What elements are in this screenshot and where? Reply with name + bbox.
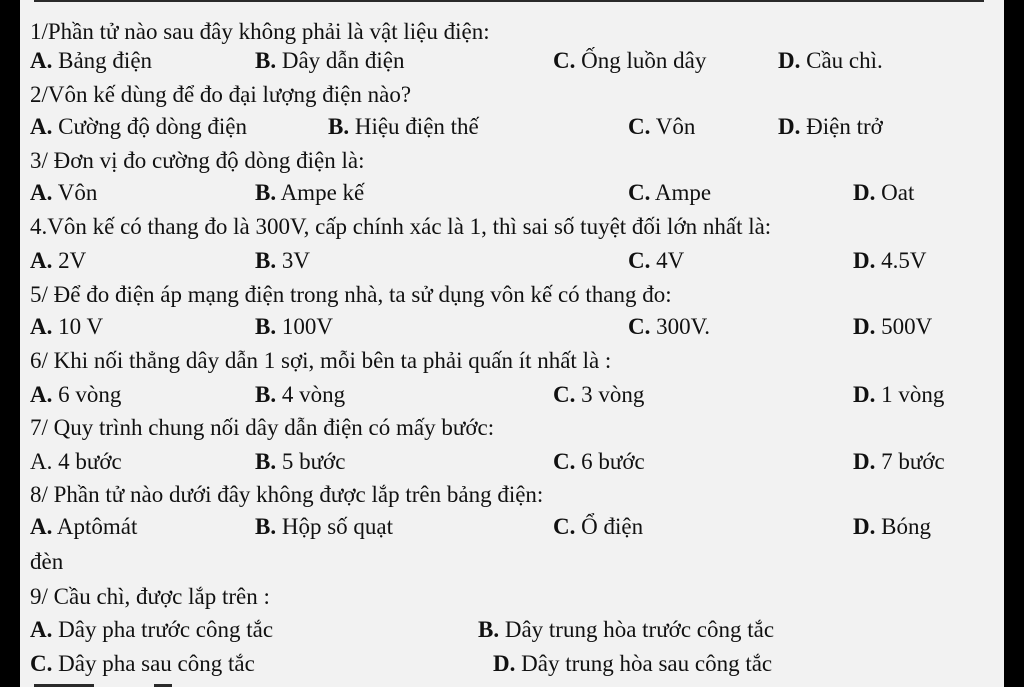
option-a: A. Cường độ dòng điện (30, 114, 247, 139)
option-c: C. 3 vòng (553, 382, 645, 407)
option-c: C. 300V. (628, 314, 711, 339)
option-d: D. Dây trung hòa sau công tắc (493, 651, 773, 676)
option-d: D. Điện trở (778, 114, 883, 139)
option-b: B. Dây dẫn điện (255, 48, 405, 73)
option-d: D. 1 vòng (853, 382, 945, 407)
option-c: C. Ampe (628, 180, 712, 205)
option-c: C. 4V (628, 248, 685, 273)
question-7-prompt: 7/ Quy trình chung nối dây dẫn điện có mấy bước: (30, 415, 495, 440)
option-b: B. Hiệu điện thế (328, 114, 479, 139)
option-d: D. Oat (853, 180, 915, 205)
option-b: B. 3V (255, 248, 310, 273)
option-a: A. Vôn (30, 180, 98, 205)
question-9-prompt: 9/ Cầu chì, được lắp trên : (30, 584, 270, 609)
option-a: A. Bảng điện (30, 48, 153, 73)
option-b: B. 5 bước (255, 449, 346, 474)
question-8-prompt: 8/ Phần tử nào dưới đây không được lắp trên bảng điện: (30, 482, 544, 507)
option-a: A. Aptômát (30, 514, 138, 539)
option-c: C. Dây pha sau công tắc (30, 651, 255, 676)
option-d: D. 7 bước (853, 449, 945, 474)
option-c: C. 6 bước (553, 449, 645, 474)
option-a: A. Dây pha trước công tắc (30, 617, 274, 642)
question-3-prompt: 3/ Đơn vị đo cường độ dòng điện là: (30, 148, 365, 173)
option-a: A. 4 bước (30, 449, 122, 474)
option-a: A. 2V (30, 248, 87, 273)
question-2-prompt: 2/Vôn kế dùng để đo đại lượng điện nào? (30, 82, 412, 107)
quiz-sheet (20, 0, 1004, 687)
option-c: C. Ổ điện (553, 514, 644, 539)
question-5-prompt: 5/ Để đo điện áp mạng điện trong nhà, ta sử dụng vôn kế có thang đo: (30, 282, 672, 307)
option-b: B. Dây trung hòa trước công tắc (478, 617, 775, 642)
option-b: B. 100V (255, 314, 333, 339)
option-d: D. Bóng (853, 514, 931, 539)
question-1-prompt: 1/Phần tử nào sau đây không phải là vật liệu điện: (30, 19, 490, 44)
option-b: B. 4 vòng (255, 382, 346, 407)
option-d: D. Cầu chì. (778, 48, 883, 73)
option-a: A. 10 V (30, 314, 104, 339)
option-d: D. 4.5V (853, 248, 927, 273)
question-6-prompt: 6/ Khi nối thẳng dây dẫn 1 sợi, mỗi bên ta phải quấn ít nhất là : (30, 348, 612, 373)
option-c: C. Vôn (628, 114, 696, 139)
option-b: B. Ampe kế (255, 180, 365, 205)
question-4-prompt: 4.Vôn kế có thang đo là 300V, cấp chính xác là 1, thì sai số tuyệt đối lớn nhất là: (30, 214, 772, 239)
option-d: D. 500V (853, 314, 933, 339)
top-table-border (34, 0, 984, 2)
option-c: C. Ống luồn dây (553, 48, 707, 73)
option-a: A. 6 vòng (30, 382, 122, 407)
question-8-option-d-continuation: đèn (30, 549, 64, 574)
option-b: B. Hộp số quạt (255, 514, 394, 539)
